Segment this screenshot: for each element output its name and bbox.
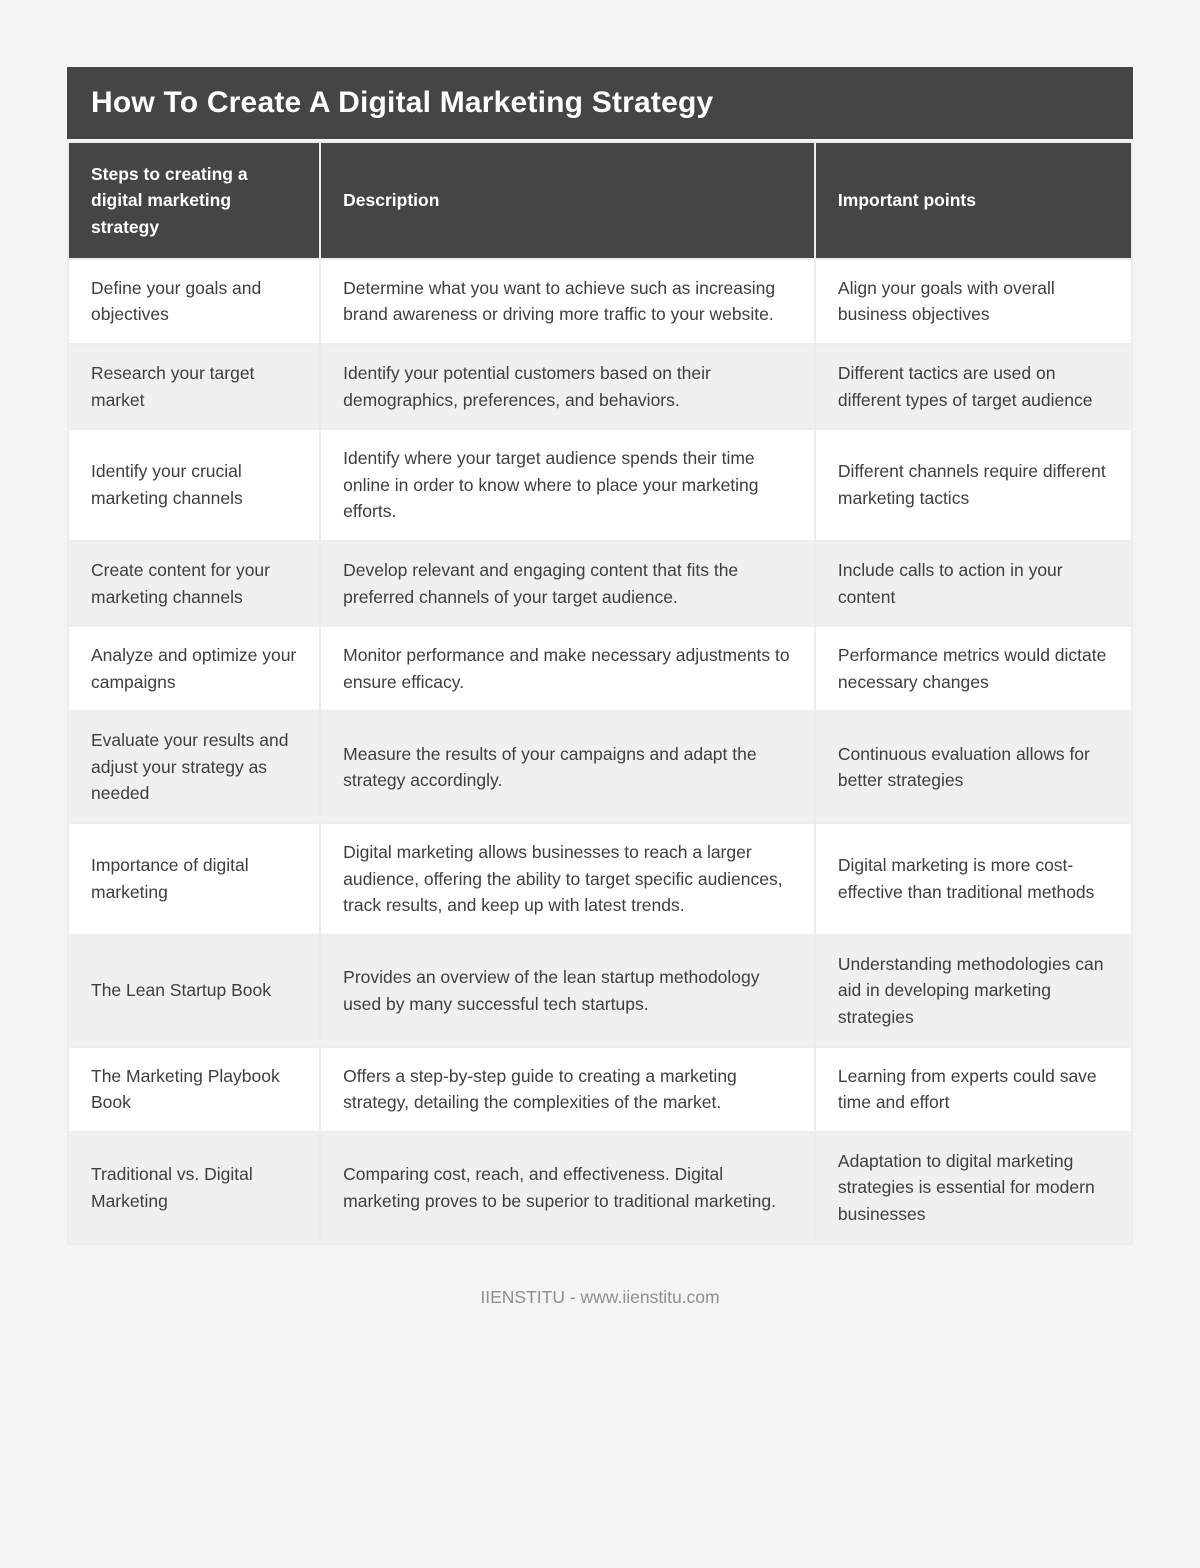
cell-description: Digital marketing allows businesses to reach a larger audience, offering the ability to target specific audiences, track results, and keep up with latest trends. [320,823,815,935]
cell-important-points: Different channels require different marketing tactics [815,429,1132,541]
strategy-table [67,141,1133,1245]
cell-step: Research your target market [68,344,320,429]
table-body [68,259,1132,1244]
table-row [68,1047,1132,1132]
cell-description: Develop relevant and engaging content that fits the preferred channels of your target audience. [320,541,815,626]
cell-important-points: Different tactics are used on different types of target audience [815,344,1132,429]
page-title: How To Create A Digital Marketing Strategy [67,67,1133,139]
cell-important-points: Understanding methodologies can aid in developing marketing strategies [815,935,1132,1047]
cell-important-points: Performance metrics would dictate necessary changes [815,626,1132,711]
column-header-description: Description [320,142,815,259]
cell-description: Identify where your target audience spends their time online in order to know where to place your marketing efforts. [320,429,815,541]
table-row [68,259,1132,344]
cell-description: Comparing cost, reach, and effectiveness. Digital marketing proves to be superior to traditional marketing. [320,1132,815,1244]
cell-important-points: Learning from experts could save time and effort [815,1047,1132,1132]
cell-description: Offers a step-by-step guide to creating a marketing strategy, detailing the complexities of the market. [320,1047,815,1132]
header-row [68,142,1132,259]
cell-step: The Lean Startup Book [68,935,320,1047]
table-header [68,142,1132,259]
cell-important-points: Align your goals with overall business objectives [815,259,1132,344]
cell-description: Determine what you want to achieve such as increasing brand awareness or driving more traffic to your website. [320,259,815,344]
footer-credit: IIENSTITU - www.iienstitu.com [480,1286,720,1307]
cell-step: Identify your crucial marketing channels [68,429,320,541]
table-row [68,935,1132,1047]
table-row [68,711,1132,823]
cell-step: Traditional vs. Digital Marketing [68,1132,320,1244]
cell-important-points: Digital marketing is more cost-effective than traditional methods [815,823,1132,935]
cell-step: Importance of digital marketing [68,823,320,935]
cell-description: Monitor performance and make necessary adjustments to ensure efficacy. [320,626,815,711]
cell-step: The Marketing Playbook Book [68,1047,320,1132]
column-header-important-points: Important points [815,142,1132,259]
table-row [68,1132,1132,1244]
table-row [68,344,1132,429]
table-row [68,626,1132,711]
cell-important-points: Continuous evaluation allows for better strategies [815,711,1132,823]
cell-important-points: Adaptation to digital marketing strategies is essential for modern businesses [815,1132,1132,1244]
cell-description: Measure the results of your campaigns and adapt the strategy accordingly. [320,711,815,823]
cell-step: Define your goals and objectives [68,259,320,344]
cell-step: Create content for your marketing channels [68,541,320,626]
cell-description: Identify your potential customers based on their demographics, preferences, and behaviors. [320,344,815,429]
column-header-steps: Steps to creating a digital marketing strategy [68,142,320,259]
cell-description: Provides an overview of the lean startup methodology used by many successful tech startups. [320,935,815,1047]
cell-step: Evaluate your results and adjust your strategy as needed [68,711,320,823]
infographic-table [67,67,1133,1308]
table-row [68,823,1132,935]
cell-important-points: Include calls to action in your content [815,541,1132,626]
table-row [68,429,1132,541]
cell-step: Analyze and optimize your campaigns [68,626,320,711]
table-row [68,541,1132,626]
